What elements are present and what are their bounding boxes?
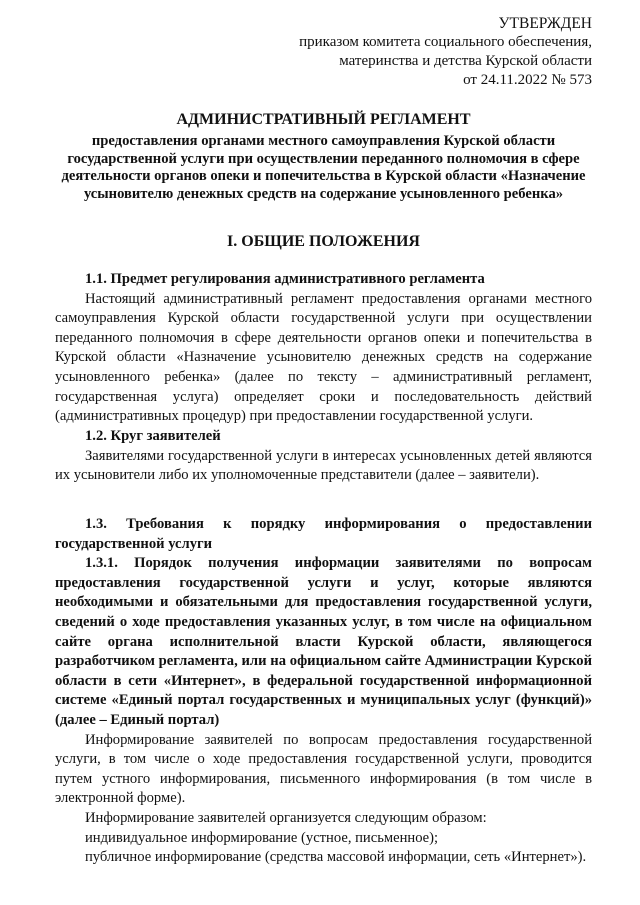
section-1-3-1-heading: 1.3.1. Порядок получения информации заявителями по вопросам предоставления государственной услуги и услуг, которые являются необходимыми и обязательными для предоставления государственной услуги, сведений о ходе предоставления указанных услуг, в том числе на официальном сайте органа исполнительной власти Курской области, являющегося разработчиком регламента, или на официальном сайте Администрации Курской области в сети «Интернет», в федеральной государственной информационной системе «Единый портал государственных и муниципальных услуг (функций)» (далее – Единый портал) [55, 555, 592, 728]
document-subtitle: предоставления органами местного самоуправления Курской области государственной услуги при осуществлении переданного полномочия в сфере деятельности органов опеки и попечительства в Курской области «Назначение усыновителю денежных средств на содержание усыновленного ребенка» [61, 133, 586, 202]
section-1-2 [55, 427, 592, 486]
section-1-3 [55, 515, 592, 868]
approval-heading: УТВЕРЖДЕН [498, 15, 592, 32]
section-1-3-paragraph-1: Информирование заявителей по вопросам предоставления государственной услуги, в том числе о ходе предоставления государственной услуги, проводится путем устного информирования, письменного информирования (в том числе в электронной форме). [55, 731, 592, 807]
section-1-3-paragraph-3: индивидуальное информирование (устное, письменное); [85, 829, 439, 846]
approval-line-3: от 24.11.2022 № 573 [463, 72, 592, 88]
approval-line-2: материнства и детства Курской области [339, 53, 592, 69]
approval-stamp [262, 14, 592, 90]
section-1-2-heading: 1.2. Круг заявителей [85, 428, 221, 444]
section-1-2-text: Заявителями государственной услуги в интересах усыновленных детей являются их усыновители либо их уполномоченные представители (далее – заявители). [55, 447, 592, 484]
section-title: I. ОБЩИЕ ПОЛОЖЕНИЯ [227, 233, 420, 250]
section-1-1 [55, 270, 592, 427]
section-1-3-paragraph-2: Информирование заявителей организуется следующим образом: [85, 809, 487, 826]
section-1-3-paragraph-4: публичное информирование (средства массовой информации, сеть «Интернет»). [85, 849, 587, 866]
document-title: АДМИНИСТРАТИВНЫЙ РЕГЛАМЕНТ [176, 111, 471, 128]
section-1-1-heading: 1.1. Предмет регулирования административного регламента [85, 271, 485, 287]
section-1-3-heading: 1.3. Требования к порядку информирования о предоставлении государственной услуги [55, 516, 592, 552]
approval-line-1: приказом комитета социального обеспечения, [299, 34, 592, 50]
section-1-1-text: Настоящий административный регламент предоставления органами местного самоуправления Курской области государственной услуги при осуществлении переданного полномочия в сфере деятельности органов опеки и попечительства в Курской области «Назначение усыновителю денежных средств на содержание усыновленного ребенка» (далее по тексту – административный регламент, государственная услуга) определяет сроки и последовательность действий (административных процедур) при предоставлении государственной услуги. [55, 290, 592, 425]
